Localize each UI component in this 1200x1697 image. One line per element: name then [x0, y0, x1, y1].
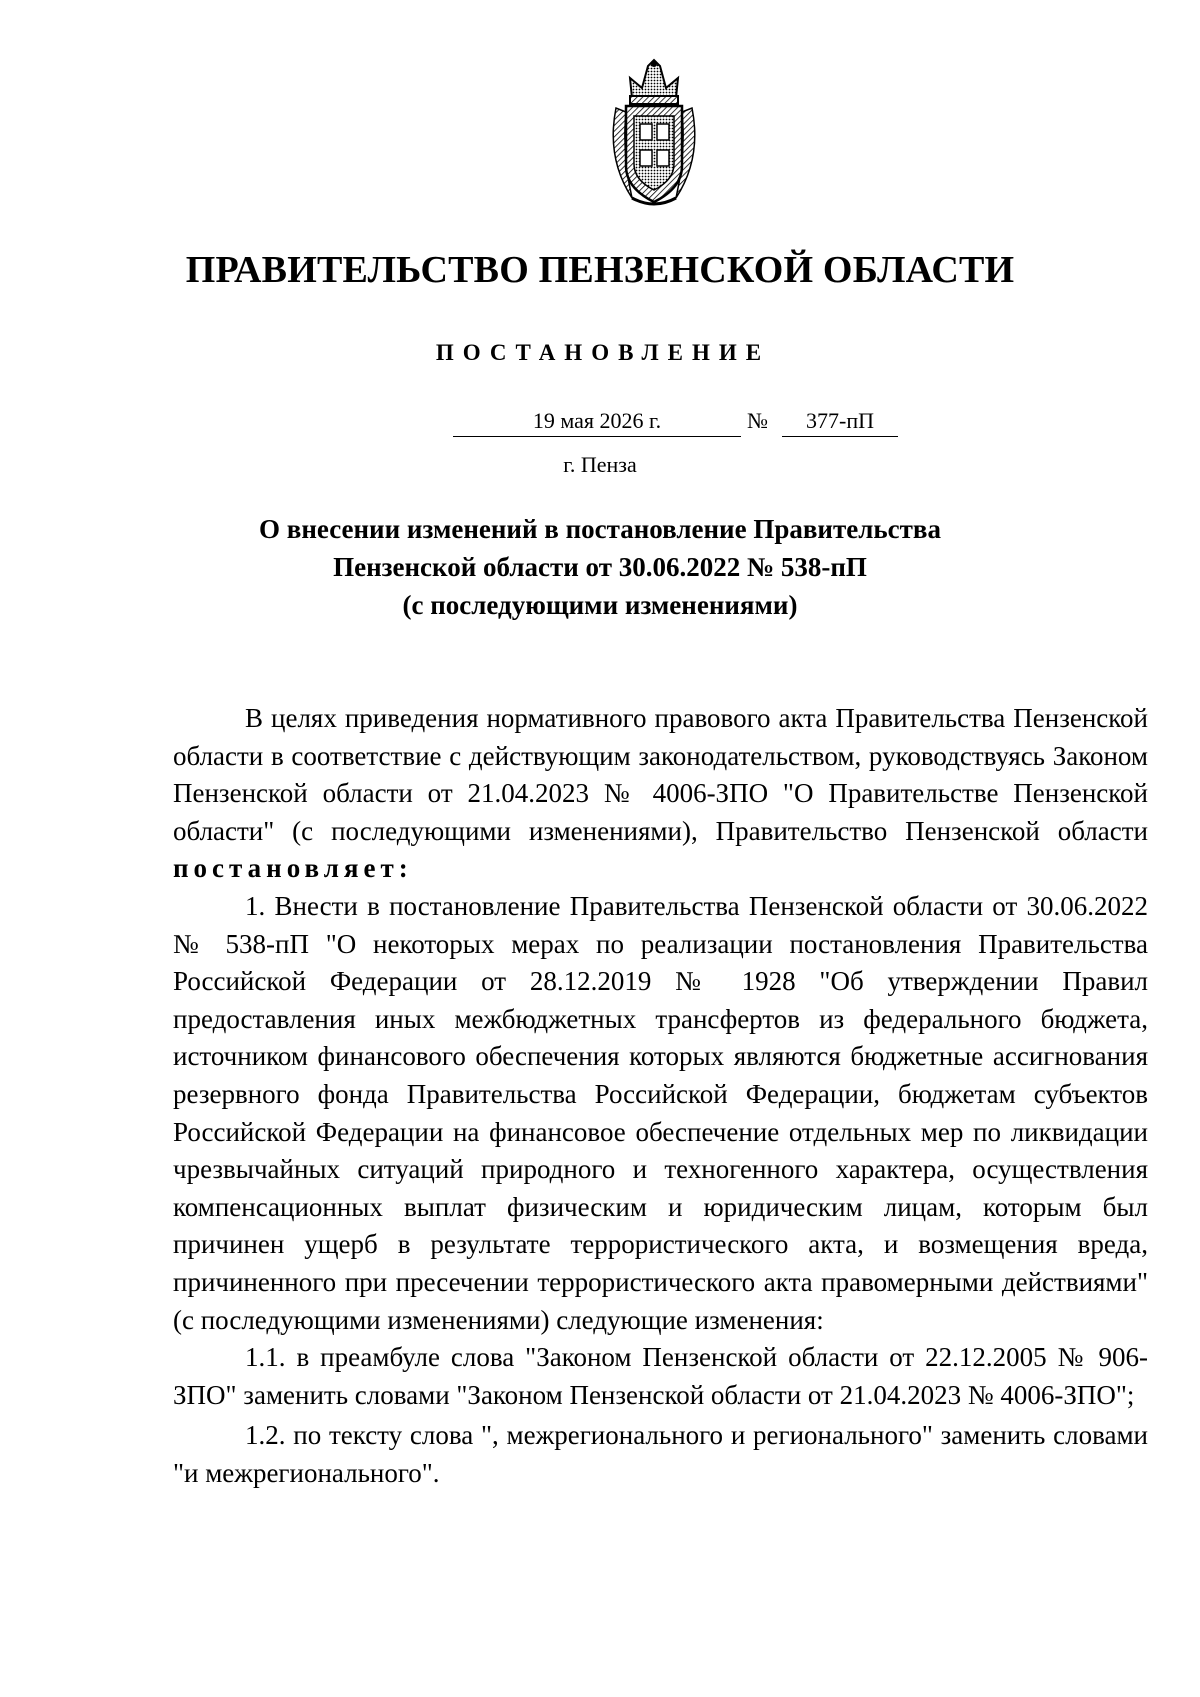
preamble-paragraph	[173, 700, 1148, 888]
organization-title: ПРАВИТЕЛЬСТВО ПЕНЗЕНСКОЙ ОБЛАСТИ	[185, 249, 1015, 291]
document-type: ПОСТАНОВЛЕНИЕ	[435, 340, 771, 365]
document-subject	[0, 510, 1200, 624]
item-1-2-paragraph: 1.2. по тексту слова ", межрегионального и регионального" заменить словами "и межрегионального".	[173, 1420, 1148, 1488]
subject-line: О внесении изменений в постановление Правительства	[259, 514, 941, 544]
item-1-1-paragraph: 1.1. в преамбуле слова "Законом Пензенской области от 22.12.2005 № 906-ЗПО" заменить словами "Законом Пензенской области от 21.04.2023 № 4006-ЗПО";	[173, 1342, 1148, 1410]
subject-line: (с последующими изменениями)	[402, 590, 798, 620]
item-1-paragraph: 1. Внести в постановление Правительства Пензенской области от 30.06.2022 № 538-пП "О некоторых мерах по реализации постановления Правительства Российской Федерации от 28.12.2019 № 1928 "Об утверждении Правил предоставления иных межбюджетных трансфертов из федерального бюджета, источником финансового обеспечения которых являются бюджетные ассигнования резервного фонда Правительства Российской Федерации, бюджетам субъектов Российской Федерации на финансовое обеспечение отдельных мер по ликвидации чрезвычайных ситуаций природного и техногенного характера, осуществления компенсационных выплат физическим и юридическим лицам, которым был причинен ущерб в результате террористического акта, и возмещения вреда, причиненного при пресечении террористического акта правомерными действиями" (с последующими изменениями) следующие изменения:	[173, 890, 1148, 1335]
city: г. Пенза	[563, 452, 637, 477]
penza-oblast-coat-of-arms-icon	[602, 58, 706, 210]
subject-line: Пензенской области от 30.06.2022 № 538-пП	[333, 552, 867, 582]
number-sign: №	[747, 408, 768, 433]
document-body	[173, 700, 1148, 1492]
document-number: 377-пП	[782, 408, 898, 437]
document-date: 19 мая 2026 г.	[453, 408, 741, 437]
decides-word: постановляет:	[173, 853, 413, 884]
preamble-text: В целях приведения нормативного правового акта Правительства Пензенской области в соответствие с действующим законодательством, руководствуясь Законом Пензенской области от 21.04.2023 № 4006-ЗПО "О Правительстве Пензенской области" (с последующими изменениями), Правительство Пензенской области	[173, 703, 1148, 846]
